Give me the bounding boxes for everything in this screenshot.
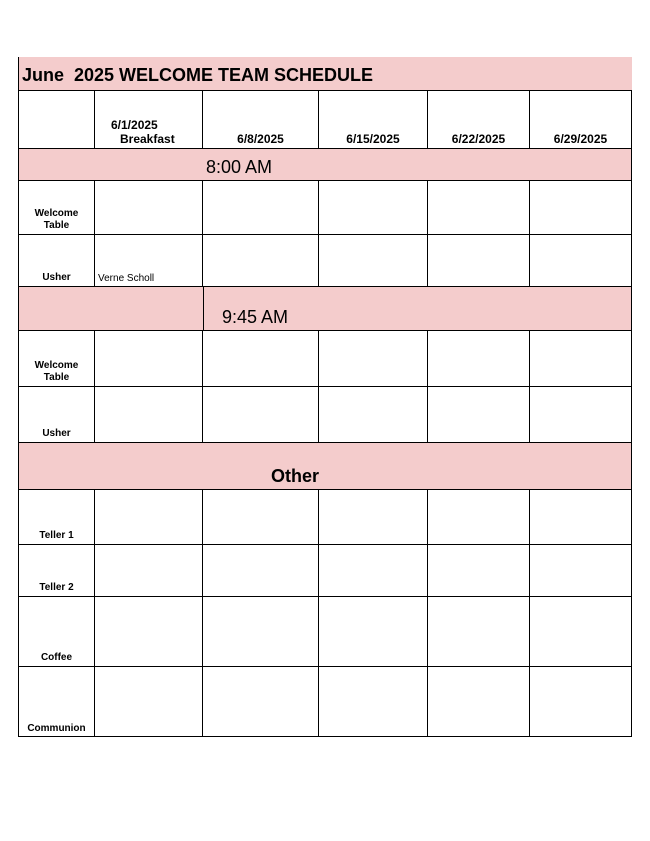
grid-line: [18, 330, 632, 331]
role-label-cell: [18, 489, 95, 544]
role-label: Coffee: [40, 652, 73, 663]
role-label-cell: [18, 234, 95, 286]
section-heading-800: 8:00 AM: [206, 157, 273, 177]
schedule-cell[interactable]: [203, 180, 319, 234]
schedule-cell[interactable]: [95, 666, 203, 737]
schedule-cell[interactable]: [428, 386, 530, 442]
date-label-1: 6/1/2025: [111, 118, 158, 132]
grid-line: [18, 90, 632, 91]
role-label-cell: [18, 330, 95, 386]
schedule-cell[interactable]: [95, 596, 203, 666]
grid-line: [18, 442, 632, 443]
date-cell-4[interactable]: [428, 90, 530, 148]
schedule-cell[interactable]: [428, 544, 530, 596]
schedule-cell[interactable]: [530, 180, 632, 234]
schedule-cell[interactable]: [530, 386, 632, 442]
schedule-cell[interactable]: [319, 666, 428, 737]
schedule-cell[interactable]: [95, 180, 203, 234]
role-row-coffee: [18, 596, 632, 666]
role-label: Welcome: [34, 360, 79, 371]
schedule-cell[interactable]: [530, 489, 632, 544]
schedule-cell[interactable]: [530, 234, 632, 286]
schedule-cell[interactable]: [530, 330, 632, 386]
date-label-4: 6/22/2025: [451, 132, 506, 146]
schedule-cell[interactable]: [428, 234, 530, 286]
schedule-cell[interactable]: [203, 386, 319, 442]
schedule-cell[interactable]: [319, 234, 428, 286]
date-cell-1[interactable]: [95, 90, 203, 148]
role-row-945-usher: [18, 386, 632, 442]
role-label-cell: [18, 544, 95, 596]
schedule-cell[interactable]: [203, 234, 319, 286]
grid-line: [18, 736, 632, 737]
role-row-945-welcome: [18, 330, 632, 386]
schedule-cell[interactable]: [428, 180, 530, 234]
role-row-teller-1: [18, 489, 632, 544]
title-band: [18, 57, 632, 90]
role-label: Teller 1: [39, 530, 74, 541]
role-label: Usher: [42, 272, 71, 283]
schedule-cell[interactable]: [203, 596, 319, 666]
page-title: June 2025 WELCOME TEAM SCHEDULE: [22, 65, 374, 85]
role-label-line2: Table: [43, 372, 70, 383]
section-band-other: [18, 442, 632, 489]
schedule-cell[interactable]: [319, 544, 428, 596]
role-label-cell: [18, 666, 95, 737]
date-label-3: 6/15/2025: [346, 132, 400, 146]
grid-line: [18, 489, 632, 490]
schedule-cell[interactable]: [530, 544, 632, 596]
grid-line: [18, 234, 632, 235]
schedule-cell[interactable]: [95, 489, 203, 544]
schedule-cell[interactable]: [319, 180, 428, 234]
date-cell-3[interactable]: [319, 90, 428, 148]
schedule-cell[interactable]: [95, 386, 203, 442]
usher-name-entry[interactable]: Verne Scholl: [98, 273, 155, 284]
schedule-cell[interactable]: [95, 544, 203, 596]
schedule-cell[interactable]: [428, 330, 530, 386]
schedule-cell[interactable]: [428, 489, 530, 544]
role-label-cell: [18, 596, 95, 666]
band-divider: [203, 286, 204, 330]
grid-line: [18, 544, 632, 545]
grid-edge-left: [18, 57, 19, 737]
schedule-cell[interactable]: [203, 330, 319, 386]
role-label: Welcome: [34, 208, 79, 219]
grid-edge-right: [631, 90, 632, 737]
schedule-cell[interactable]: [530, 666, 632, 737]
role-row-teller-2: [18, 544, 632, 596]
grid-line: [18, 666, 632, 667]
schedule-cell[interactable]: [203, 489, 319, 544]
section-heading-other: Other: [271, 466, 320, 486]
role-row-800-welcome: [18, 180, 632, 234]
schedule-cell[interactable]: [95, 234, 203, 286]
grid-line: [18, 386, 632, 387]
schedule-cell[interactable]: [95, 330, 203, 386]
schedule-cell[interactable]: [319, 489, 428, 544]
breakfast-note: Breakfast: [120, 132, 175, 146]
role-label: Usher: [42, 428, 71, 439]
schedule-cell[interactable]: [203, 666, 319, 737]
schedule-cell[interactable]: [530, 596, 632, 666]
schedule-cell[interactable]: [203, 544, 319, 596]
role-label: Communion: [27, 723, 86, 734]
role-label-line2: Table: [43, 220, 70, 231]
date-label-5: 6/29/2025: [553, 132, 608, 146]
section-band-945: [18, 286, 632, 330]
role-label: Teller 2: [39, 582, 74, 593]
schedule-cell[interactable]: [428, 596, 530, 666]
grid-line: [18, 180, 632, 181]
schedule-cell[interactable]: [319, 386, 428, 442]
role-label-cell: [18, 386, 95, 442]
grid-line: [18, 148, 632, 149]
grid-line: [18, 286, 632, 287]
date-label-2: 6/8/2025: [237, 132, 284, 146]
section-band-800: [18, 148, 632, 180]
date-cell-5[interactable]: [530, 90, 632, 148]
grid-line: [18, 596, 632, 597]
role-row-800-usher: [18, 234, 632, 286]
schedule-sheet: [18, 57, 632, 737]
schedule-cell[interactable]: [319, 596, 428, 666]
role-row-communion: [18, 666, 632, 737]
schedule-cell[interactable]: [428, 666, 530, 737]
schedule-cell[interactable]: [319, 330, 428, 386]
section-heading-945: 9:45 AM: [222, 307, 289, 327]
header-corner-cell: [18, 90, 95, 148]
date-header-row: [18, 90, 632, 148]
date-cell-2[interactable]: [203, 90, 319, 148]
role-label-cell: [18, 180, 95, 234]
